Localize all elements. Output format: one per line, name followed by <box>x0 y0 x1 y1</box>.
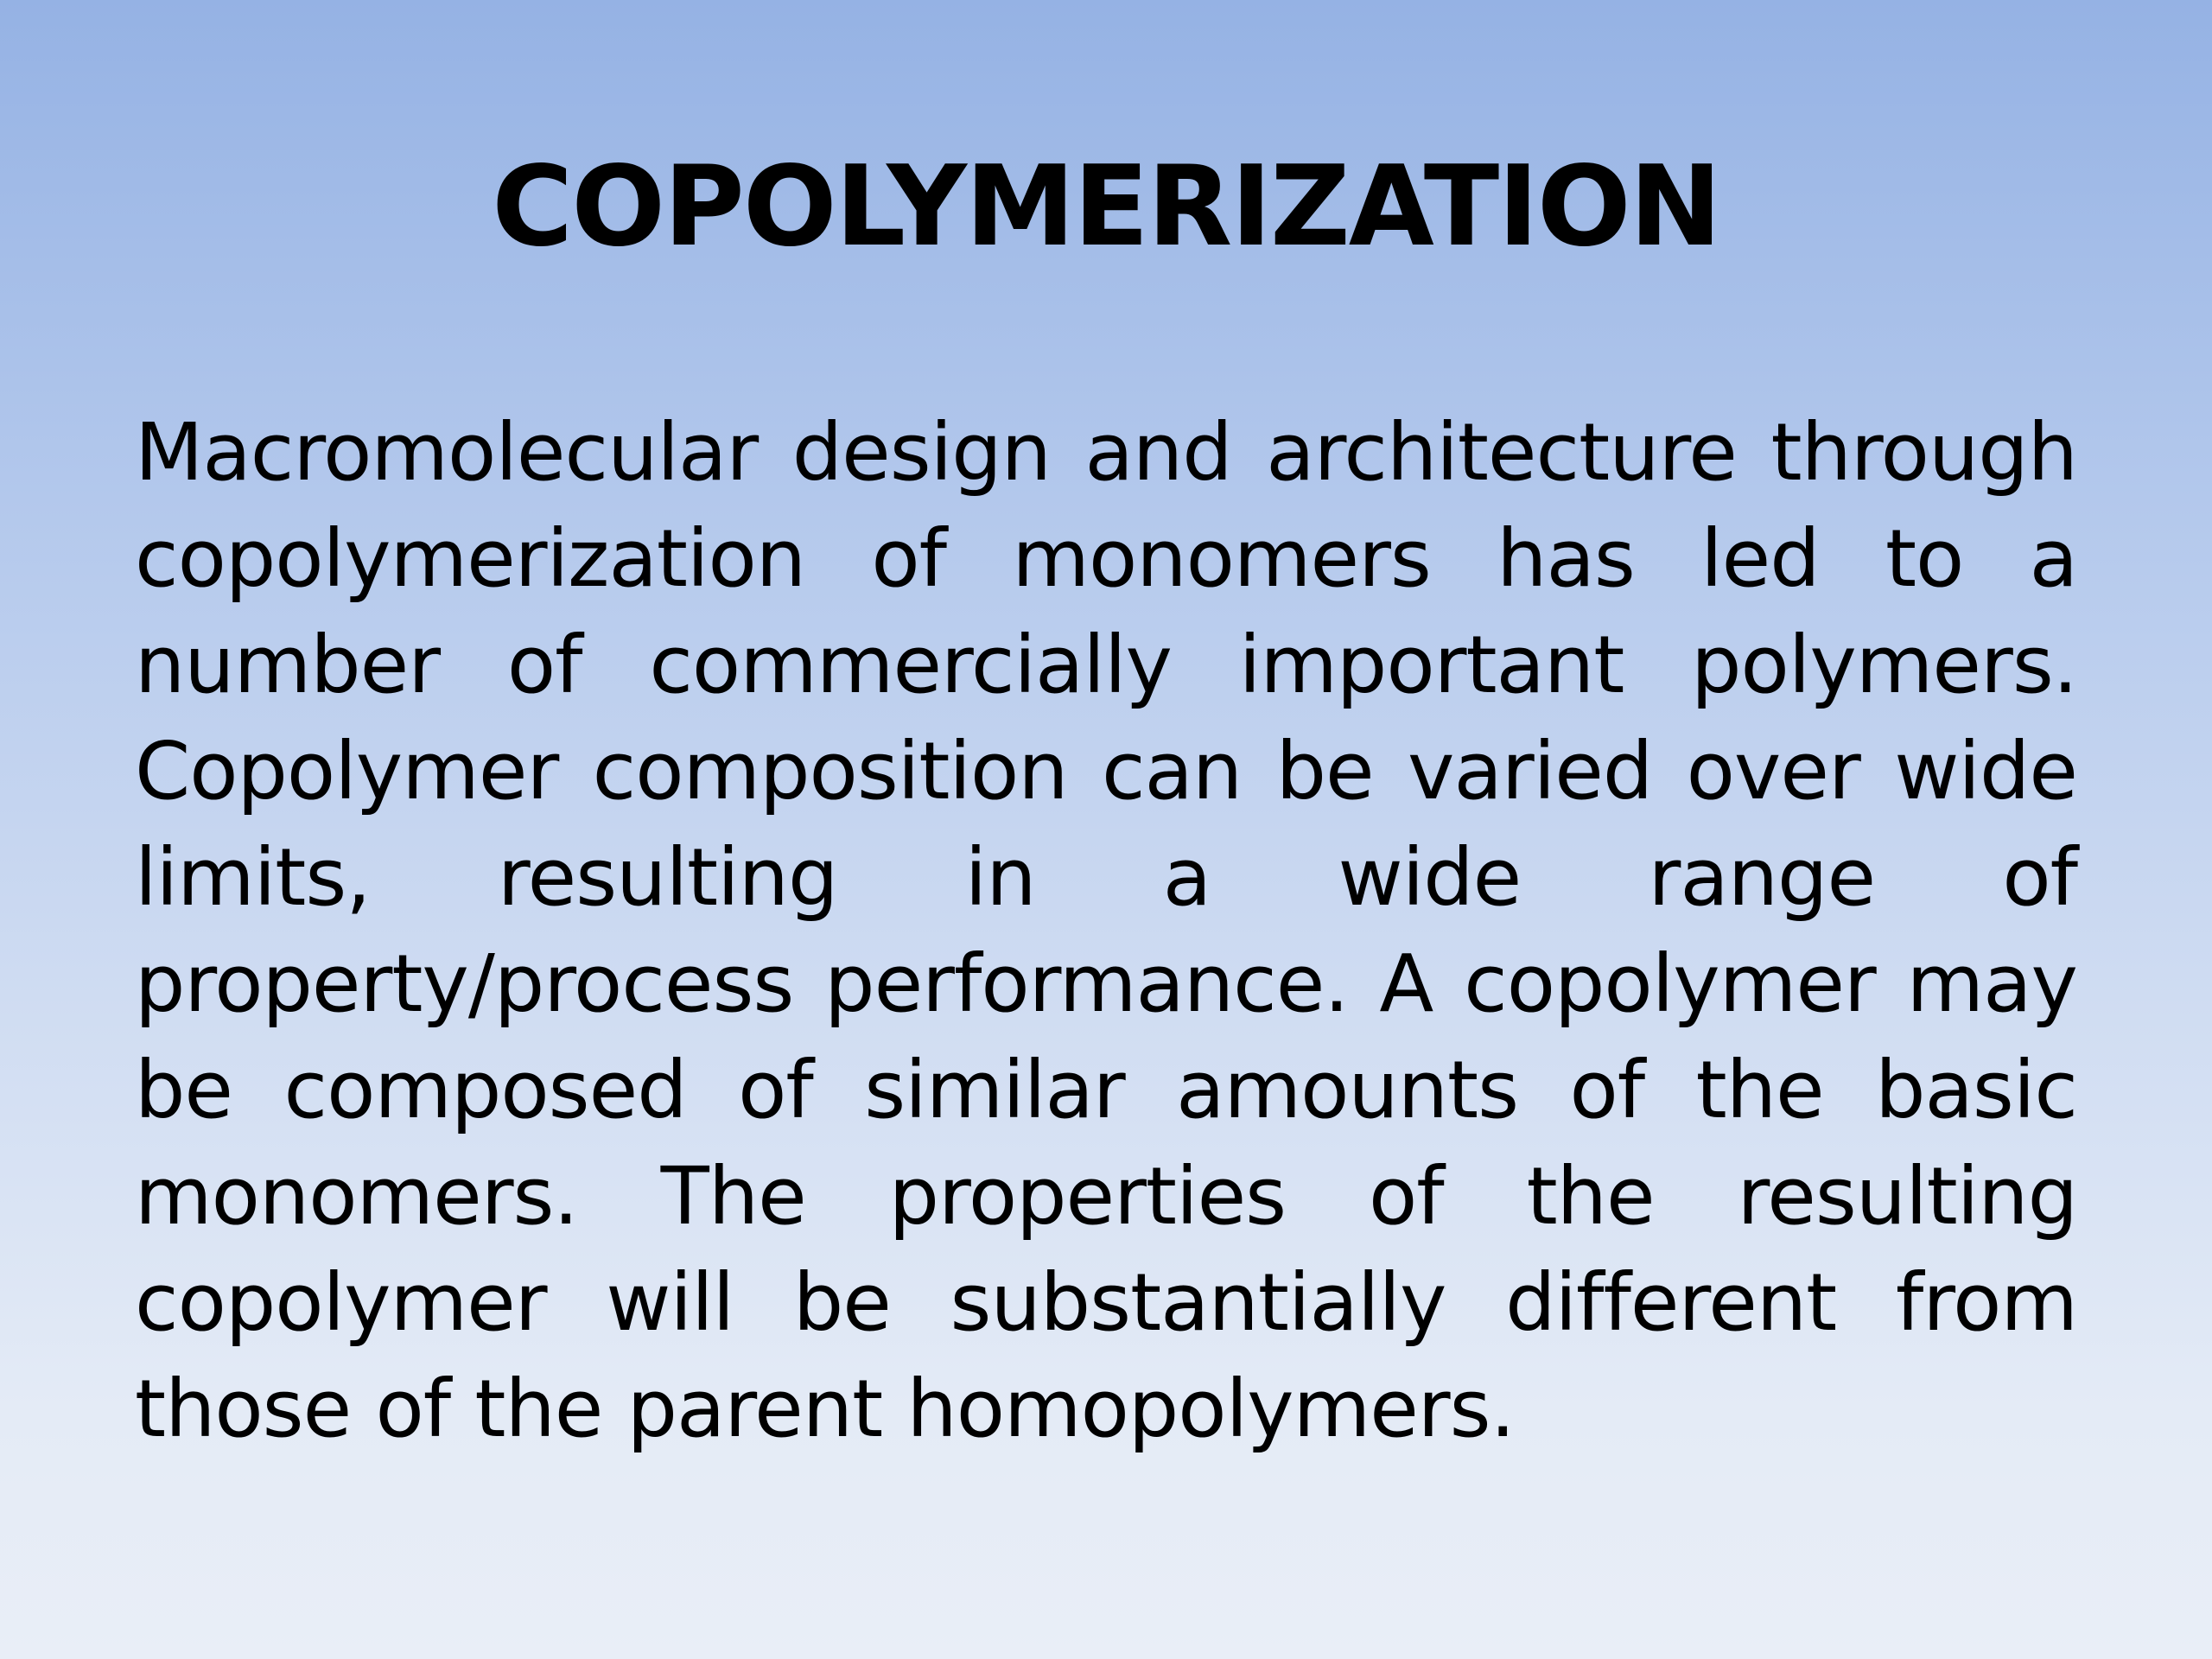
slide-title: COPOLYMERIZATION <box>492 143 1720 271</box>
slide-body-text: Macromolecular design and architecture through copolymerization of monomers has led to a number of commercially important polymers. Copolymer composition can be varied over wide limits, resulting in a wide range of property/process performance. A copolymer may be composed of similar amounts of the basic monomers. The properties of the resulting copolymer will be substantially different from those of the parent homopolymers. <box>135 406 2077 1455</box>
